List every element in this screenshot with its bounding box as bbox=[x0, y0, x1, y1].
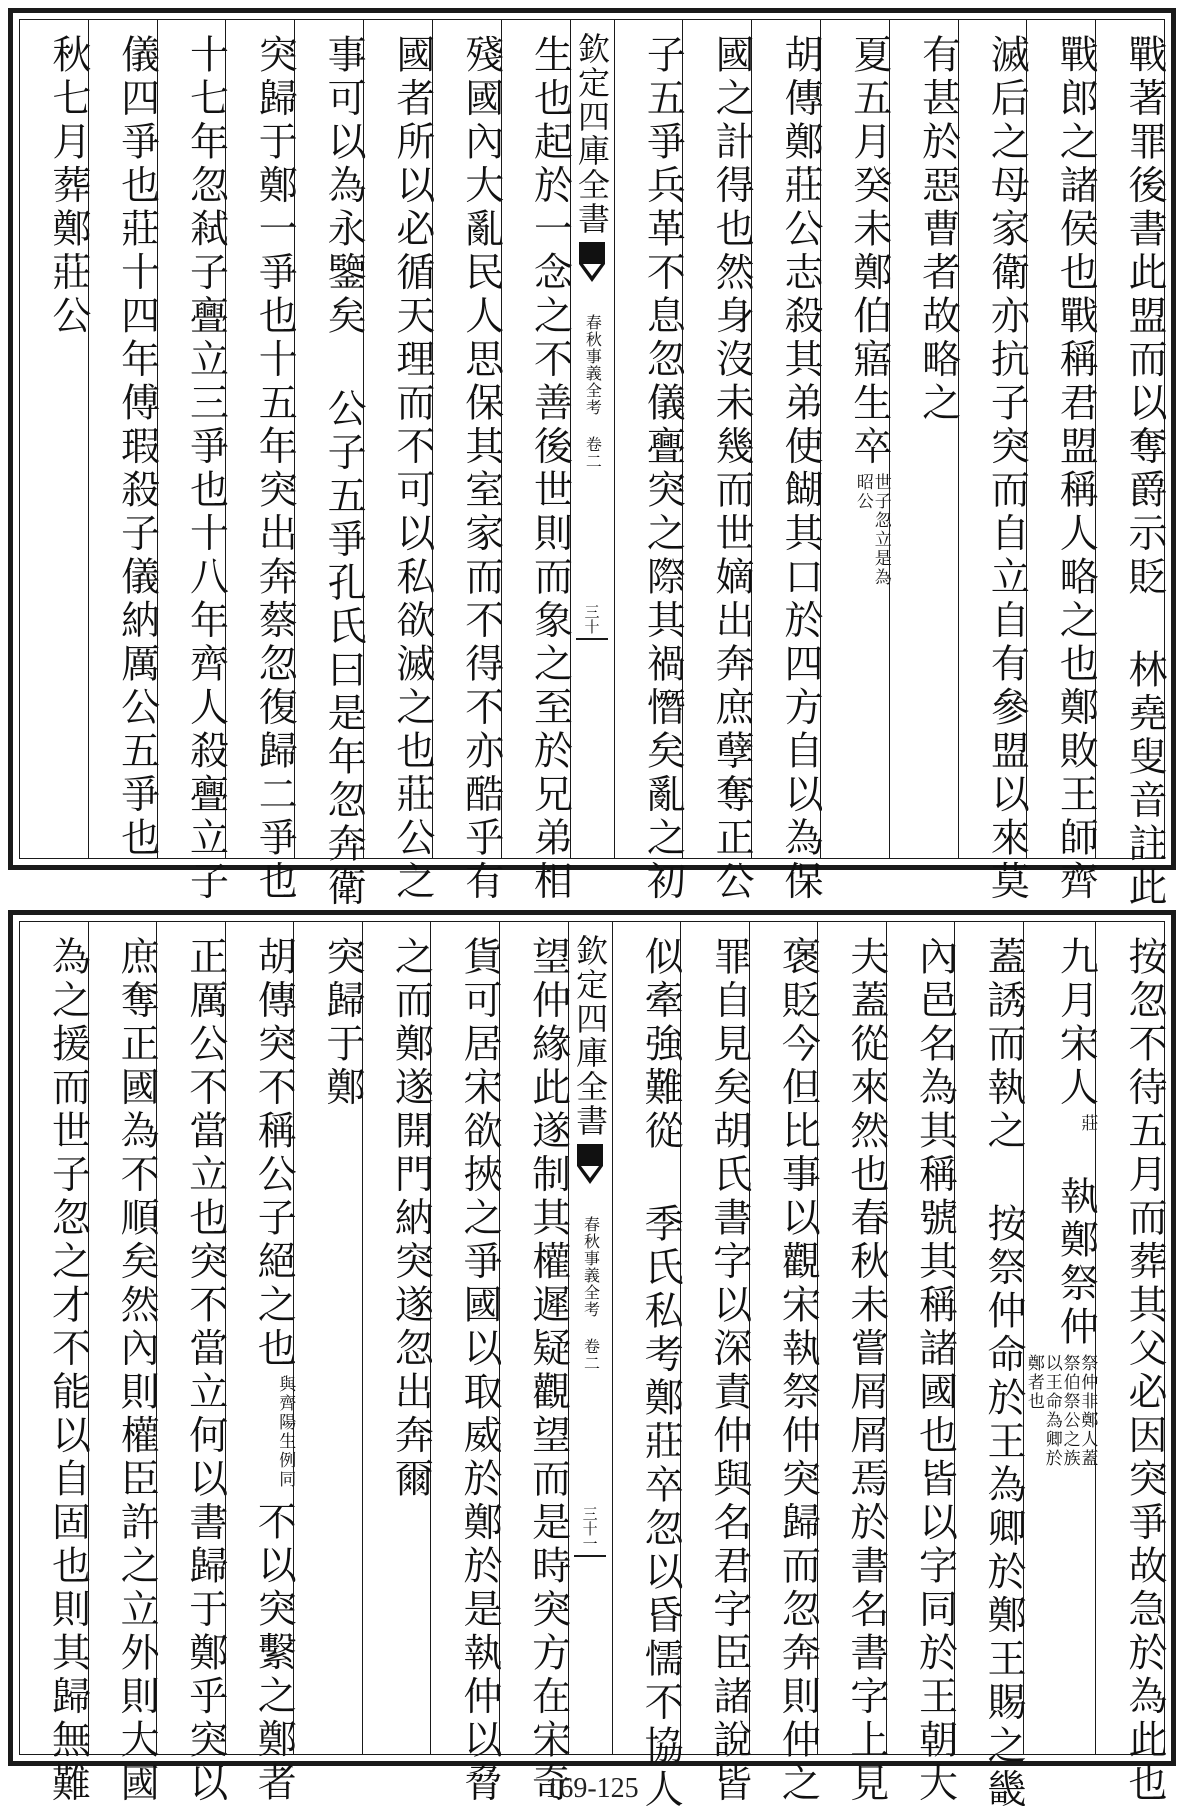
text-column bbox=[889, 20, 961, 858]
main-text: 執鄭祭仲 bbox=[1053, 1175, 1099, 1350]
main-text: 有甚於惡曹者故略之 bbox=[915, 34, 961, 426]
text-column bbox=[156, 922, 228, 1806]
main-text: 國者所以必循天理而不可以私欲滅之也莊公之 bbox=[389, 34, 435, 904]
text-column bbox=[682, 20, 755, 904]
top-page-columns bbox=[19, 19, 1167, 910]
main-text: 秋七月葬鄭莊公 bbox=[45, 34, 91, 339]
fish-tail-icon bbox=[579, 242, 605, 284]
fish-tail-icon bbox=[577, 1144, 603, 1186]
book-subtitle: 春秋事義全考 卷二 bbox=[583, 314, 603, 470]
top-page bbox=[8, 8, 1176, 910]
text-column bbox=[20, 922, 91, 1806]
text-column bbox=[958, 20, 1030, 904]
text-column bbox=[432, 20, 504, 904]
main-text: 內邑名為其稱號其稱諸國也皆以字同於王朝大 bbox=[912, 936, 958, 1806]
text-column bbox=[820, 20, 892, 858]
text-column bbox=[225, 20, 298, 904]
main-text: 戰郎之諸侯也戰稱君盟稱人略之也鄭敗王師齊 bbox=[1053, 34, 1099, 904]
main-text: 殘國內大亂民人思保其室家而不得不亦酷乎有 bbox=[458, 34, 504, 904]
main-text: 滅后之母家衛亦抗子突而自立自有參盟以來莫 bbox=[984, 34, 1030, 904]
text-column bbox=[612, 922, 684, 1812]
folio-number: 三十 bbox=[582, 604, 601, 634]
main-text: 儀四爭也莊十四年傅瑕殺子儀納厲公五爭也 bbox=[114, 34, 160, 861]
text-column bbox=[225, 922, 297, 1806]
annotation-note: 祭仲非鄭人蓋祭伯祭公之族以王命為卿於鄭者也 bbox=[1023, 1353, 1098, 1468]
main-text: 貨可居宋欲挾之爭國以取威於鄭於是執仲以脅 bbox=[457, 936, 502, 1806]
main-text: 望仲緣此遂制其權遲疑觀望而是時突方在宋奇 bbox=[525, 936, 571, 1806]
text-column bbox=[501, 20, 573, 904]
main-text: 按忽不待五月而葬其父必因突爭故急於為此也 bbox=[1122, 936, 1167, 1806]
main-text: 子五爭兵革不息忽儀亹突之際其禍憯矣亂之初 bbox=[640, 34, 686, 904]
text-column bbox=[1026, 20, 1099, 904]
folio-rule bbox=[576, 638, 608, 640]
main-text: 不以突繫之鄭者 bbox=[251, 1501, 297, 1806]
text-column bbox=[749, 922, 821, 1806]
main-text: 褒貶今但比事以觀宋執祭仲突歸而忽奔則仲之 bbox=[775, 936, 821, 1806]
folio-rule bbox=[574, 1555, 606, 1557]
main-text: 突歸于鄭一爭也十五年突出奔蔡忽復歸二爭也 bbox=[252, 34, 298, 904]
main-text: 似牽強難從 季氏私考鄭莊卒忽以昏懦不協人 bbox=[638, 936, 684, 1812]
main-text: 國之計得也然身沒未幾而世嫡出奔庶孽奪正公 bbox=[709, 34, 755, 904]
text-column bbox=[1095, 20, 1167, 910]
text-column bbox=[88, 20, 160, 861]
annotation-note: 與齊陽生例同 bbox=[275, 1375, 296, 1489]
main-text: 為之援而世子忽之才不能以自固也則其歸無難 bbox=[45, 936, 91, 1806]
text-column bbox=[362, 922, 434, 1754]
text-column bbox=[886, 922, 958, 1806]
book-title: 欽定四庫全書 bbox=[573, 32, 611, 236]
text-column bbox=[1095, 922, 1167, 1806]
main-text: 突歸于鄭 bbox=[319, 936, 365, 1110]
page-footer-number: 169-125 bbox=[545, 1773, 639, 1804]
text-column bbox=[20, 20, 91, 858]
text-column bbox=[751, 20, 823, 904]
text-column bbox=[817, 922, 889, 1806]
main-text: 夫蓋從來然也春秋未嘗屑屑焉於書名書字上見 bbox=[843, 936, 889, 1806]
center-fold bbox=[568, 922, 612, 1754]
main-text: 戰著罪後書此盟而以奪爵示貶 林堯叟音註此 bbox=[1122, 34, 1167, 910]
text-column bbox=[430, 922, 502, 1806]
main-text: 胡傳突不稱公子絕之也 bbox=[251, 936, 297, 1371]
main-text: 庶奪正國為不順矣然內則權臣許之立外則大國 bbox=[114, 936, 160, 1806]
annotation-note: 莊 bbox=[1077, 1114, 1098, 1133]
book-subtitle: 春秋事義全考 卷二 bbox=[581, 1216, 601, 1372]
annotation-note: 世子忽立是為昭公 bbox=[852, 473, 891, 587]
main-text: 事可以為永鑒矣 公子五爭孔氏曰是年忽奔衛 bbox=[321, 34, 367, 910]
center-fold bbox=[570, 20, 614, 858]
text-column bbox=[294, 20, 367, 910]
main-text: 十七年忽弒子亹立三爭也十八年齊人殺亹立子 bbox=[183, 34, 229, 904]
text-column bbox=[293, 922, 365, 1754]
book-title: 欽定四庫全書 bbox=[571, 934, 610, 1138]
text-column bbox=[954, 922, 1027, 1812]
text-column bbox=[88, 922, 160, 1806]
main-text: 蓋誘而執之 按祭仲命於王為卿於鄭王賜之畿 bbox=[981, 936, 1027, 1812]
main-text: 夏五月癸未鄭伯寤生卒 bbox=[846, 34, 892, 469]
text-column bbox=[614, 20, 686, 904]
text-column bbox=[363, 20, 435, 904]
text-column bbox=[1023, 922, 1099, 1754]
main-text: 生也起於一念之不善後世則而象之至於兄弟相 bbox=[527, 34, 573, 904]
text-column bbox=[499, 922, 571, 1806]
main-text: 正厲公不當立也突不當立何以書歸于鄭乎突以 bbox=[182, 936, 228, 1806]
main-text: 之而鄭遂開門納突遂忽出奔爾 bbox=[388, 936, 434, 1502]
text-column bbox=[157, 20, 229, 904]
main-text: 胡傳鄭莊公志殺其弟使餬其口於四方自以為保 bbox=[777, 34, 823, 904]
main-text: 九月宋人 bbox=[1053, 936, 1099, 1110]
folio-number: 三十一 bbox=[580, 1506, 599, 1551]
main-text: 罪自見矣胡氏書字以深責仲與名君字臣諸說皆 bbox=[706, 936, 752, 1806]
text-column bbox=[680, 922, 752, 1806]
